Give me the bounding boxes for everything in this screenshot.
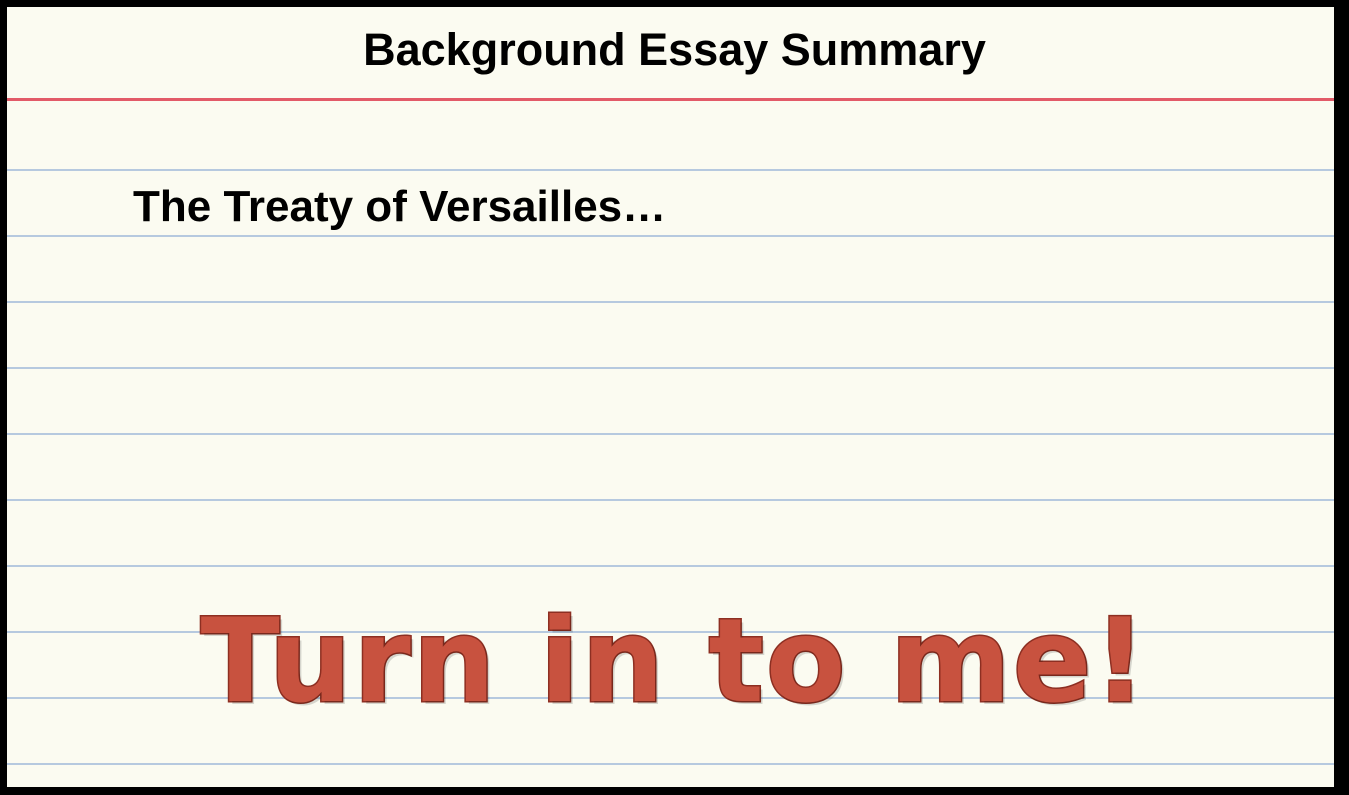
ruled-line: [7, 499, 1334, 501]
red-header-rule: [7, 98, 1334, 101]
slide-title: Background Essay Summary: [363, 24, 986, 75]
ruled-line: [7, 565, 1334, 567]
ruled-line: [7, 301, 1334, 303]
turn-in-callout: Turn in to me!: [200, 594, 1149, 729]
ruled-line: [7, 367, 1334, 369]
ruled-line: [7, 433, 1334, 435]
essay-topic-heading: The Treaty of Versailles…: [133, 182, 667, 231]
ruled-line: [7, 169, 1334, 171]
ruled-line: [7, 763, 1334, 765]
ruled-line: [7, 235, 1334, 237]
